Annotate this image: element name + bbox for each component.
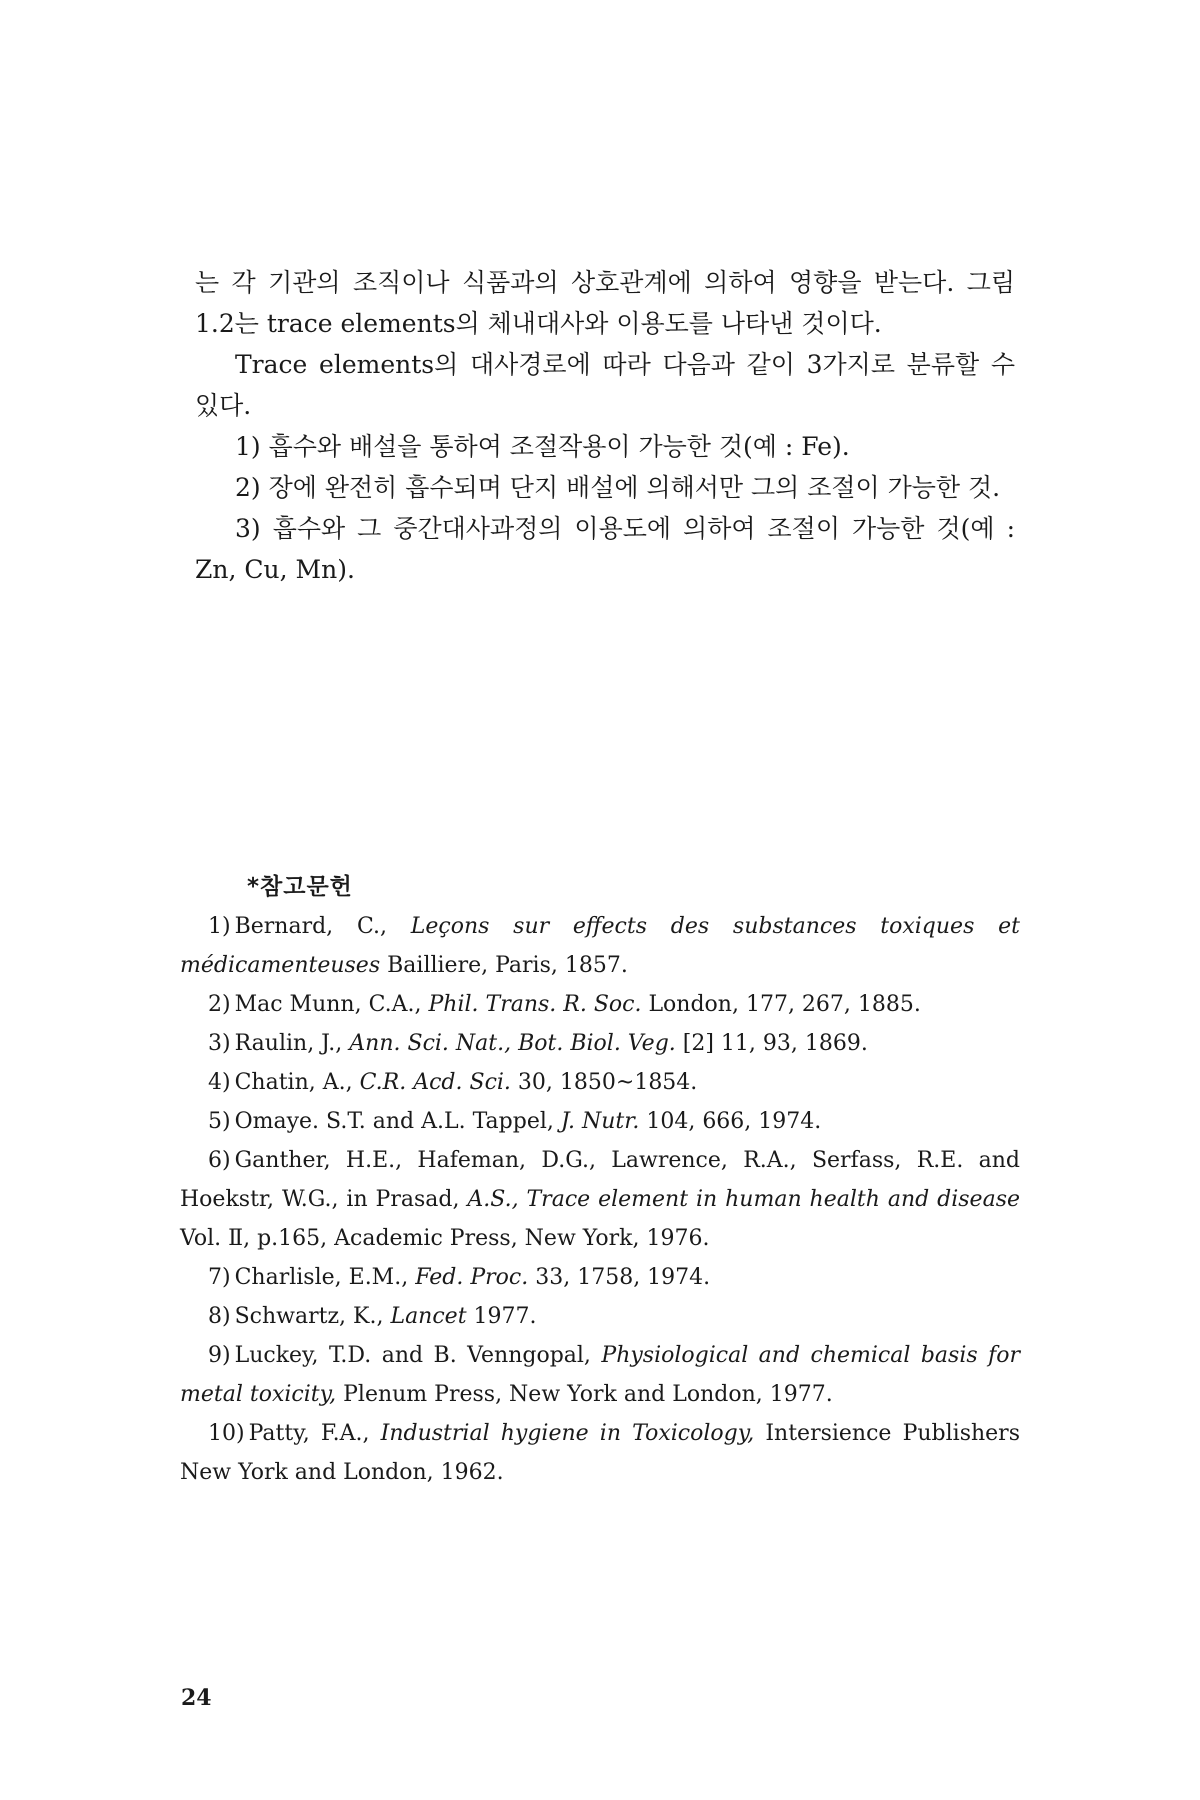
reference-authors: Schwartz, K., [234,1304,391,1329]
reference-details: Plenum Press, New York and London, 1977. [336,1382,833,1407]
paragraph-1: 는 각 기관의 조직이나 식품과의 상호관계에 의하여 영향을 받는다. 그림 1.2는 trace elements의 체내대사와 이용도를 나타낸 것이다. [195,268,1015,338]
reference-details: London, 177, 267, 1885. [641,992,921,1017]
reference-title: Ann. Sci. Nat., Bot. Biol. Veg. [349,1031,676,1056]
reference-authors: Mac Munn, C.A., [234,992,429,1017]
reference-authors: Patty, F.A., [248,1421,381,1446]
reference-number: 5) [208,1109,231,1134]
reference-title: J. Nutr. [560,1109,640,1134]
reference-number: 6) [208,1148,231,1173]
reference-title: C.R. Acd. Sci. [359,1070,511,1095]
reference-item [180,1414,1020,1492]
reference-authors: Charlisle, E.M., [234,1265,416,1290]
reference-details: Vol. Ⅱ, p.165, Academic Press, New York, 1976. [180,1226,710,1251]
reference-details: 104, 666, 1974. [639,1109,822,1134]
reference-title: Phil. Trans. R. Soc. [428,992,642,1017]
reference-details: 30, 1850~1854. [510,1070,698,1095]
reference-item [180,1024,1020,1063]
reference-details: 1977. [466,1304,537,1329]
reference-number: 9) [208,1343,231,1368]
list-item-3: 3) 흡수와 그 중간대사과정의 이용도에 의하여 조절이 가능한 것(예 : Zn, Cu, Mn). [195,514,1015,584]
reference-authors: Ganther, H.E., Hafeman, D.G., Lawrence, R.A., Serfass, R.E. and Hoekstr, W.G., in Prasad, [180,1148,1020,1212]
reference-title: Fed. Proc. [415,1265,529,1290]
reference-authors: Omaye. S.T. and A.L. Tappel, [234,1109,561,1134]
paragraph-2: Trace elements의 대사경로에 따라 다음과 같이 3가지로 분류할 수 있다. [195,350,1015,420]
reference-details: Intersience Publishers New York and London, 1962. [180,1421,1020,1485]
references-list [180,907,1020,1492]
reference-item [180,1336,1020,1414]
reference-number: 4) [208,1070,231,1095]
reference-authors: Luckey, T.D. and B. Venngopal, [234,1343,602,1368]
page-number: 24 [181,1685,212,1711]
reference-item [180,1258,1020,1297]
reference-title: Leçons sur effects des substances toxiques et médicamenteuses [180,914,1020,978]
reference-authors: Bernard, C., [234,914,411,939]
reference-details: [2] 11, 93, 1869. [675,1031,868,1056]
reference-item [180,1063,1020,1102]
reference-item [180,1297,1020,1336]
reference-details: Bailliere, Paris, 1857. [380,953,628,978]
reference-title: Physiological and chemical basis for metal toxicity, [180,1343,1020,1407]
reference-number: 10) [208,1421,245,1446]
reference-details: 33, 1758, 1974. [528,1265,711,1290]
reference-item [180,985,1020,1024]
list-item-1: 1) 흡수와 배설을 통하여 조절작용이 가능한 것(예 : Fe). [235,432,850,461]
reference-authors: Raulin, J., [234,1031,350,1056]
reference-number: 2) [208,992,231,1017]
reference-item [180,1141,1020,1258]
body-text [195,262,1015,590]
references-heading: *참고문헌 [247,874,353,900]
reference-authors: Chatin, A., [234,1070,360,1095]
reference-item [180,1102,1020,1141]
reference-title: Lancet [390,1304,467,1329]
reference-title: A.S., Trace element in human health and disease [467,1187,1021,1212]
reference-number: 1) [208,914,231,939]
reference-number: 8) [208,1304,231,1329]
reference-number: 3) [208,1031,231,1056]
reference-title: Industrial hygiene in Toxicology, [380,1421,755,1446]
list-item-2: 2) 장에 완전히 흡수되며 단지 배설에 의해서만 그의 조절이 가능한 것. [235,473,1001,502]
reference-number: 7) [208,1265,231,1290]
reference-item [180,907,1020,985]
